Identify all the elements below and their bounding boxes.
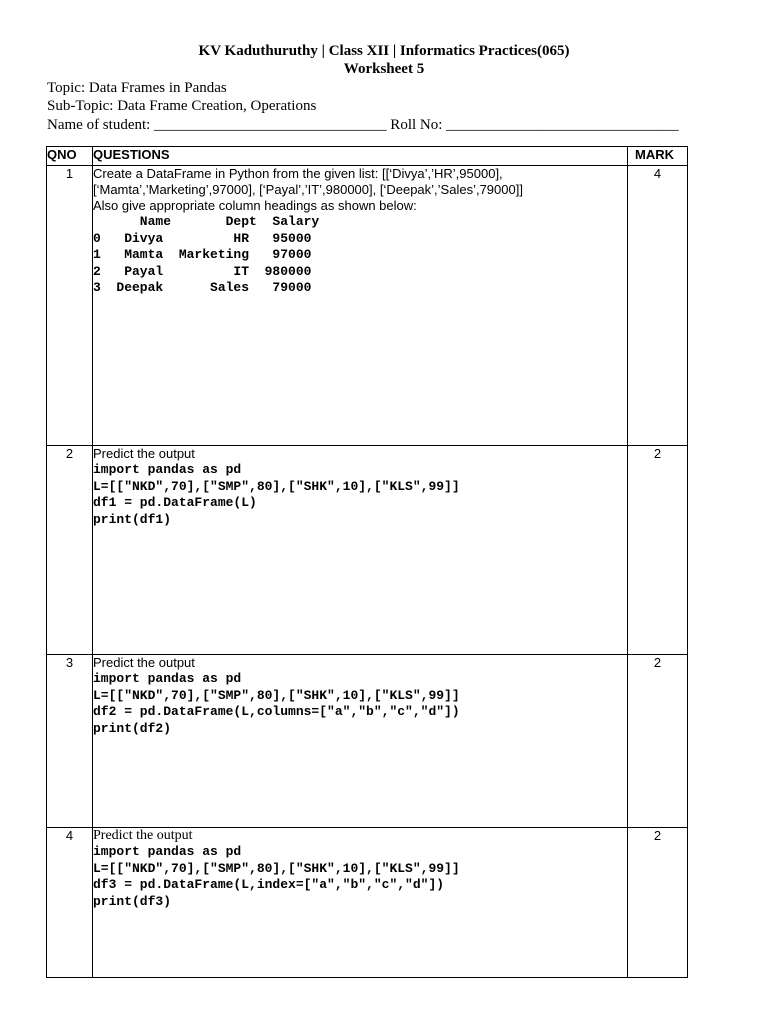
question-text-line: [‘Mamta’,’Marketing’,97000], [‘Payal’,’IT’,980000], [‘Deepak’,’Sales’,79000]] — [93, 182, 523, 197]
mark-cell: 2 — [628, 655, 688, 828]
mark-cell: 2 — [628, 446, 688, 655]
question-row-3 — [47, 655, 688, 828]
code-line: import pandas as pd — [93, 844, 242, 859]
code-line: L=[["NKD",70],["SMP",80],["SHK",10],["KLS",99]] — [93, 860, 460, 876]
table-header-row — [47, 147, 688, 166]
dataframe-row: 3 Deepak Sales 79000 — [93, 280, 312, 295]
code-line: L=[["NKD",70],["SMP",80],["SHK",10],["KLS",99]] — [93, 478, 460, 494]
questions-table — [46, 146, 688, 978]
mark-header: MARK — [628, 147, 688, 166]
qno-cell: 3 — [47, 655, 93, 828]
topic-line: Topic: Data Frames in Pandas — [47, 80, 227, 96]
question-text-line: Create a DataFrame in Python from the given list: [[‘Divya’,’HR’,95000], — [93, 166, 503, 181]
subtopic-line: Sub-Topic: Data Frame Creation, Operations — [47, 98, 317, 114]
code-line: import pandas as pd — [93, 671, 242, 686]
qno-cell: 2 — [47, 446, 93, 655]
code-line: print(df1) — [93, 511, 172, 527]
question-prompt: Predict the output — [93, 446, 195, 461]
worksheet-number: Worksheet 5 — [343, 61, 425, 77]
mark-cell: 4 — [628, 166, 688, 446]
question-prompt: Predict the output — [93, 655, 195, 670]
question-cell — [93, 446, 628, 655]
mark-cell: 2 — [628, 828, 688, 978]
document-title: KV Kaduthuruthy | Class XII | Informatics Practices(065) — [198, 43, 570, 59]
question-row-4 — [47, 828, 688, 978]
question-row-1 — [47, 166, 688, 446]
student-name-roll-line: Name of student: _______________________________ Roll No: _______________________________ — [47, 117, 679, 133]
code-line: L=[["NKD",70],["SMP",80],["SHK",10],["KLS",99]] — [93, 687, 460, 703]
question-cell — [93, 828, 628, 978]
code-line: df1 = pd.DataFrame(L) — [93, 495, 257, 510]
dataframe-row: 0 Divya HR 95000 — [93, 230, 312, 246]
question-text-line: Also give appropriate column headings as shown below: — [93, 198, 417, 213]
code-line: df2 = pd.DataFrame(L,columns=["a","b","c","d"]) — [93, 704, 460, 719]
questions-header: QUESTIONS — [93, 147, 628, 166]
code-line: import pandas as pd — [93, 462, 242, 477]
code-line: print(df3) — [93, 893, 172, 909]
code-line: print(df2) — [93, 720, 172, 736]
qno-cell: 4 — [47, 828, 93, 978]
qno-cell: 1 — [47, 166, 93, 446]
dataframe-header: Name Dept Salary — [93, 214, 320, 229]
dataframe-row: 2 Payal IT 980000 — [93, 263, 312, 279]
question-prompt: Predict the output — [93, 828, 193, 843]
code-line: df3 = pd.DataFrame(L,index=["a","b","c","d"]) — [93, 877, 445, 892]
question-cell — [93, 166, 628, 446]
dataframe-row: 1 Mamta Marketing 97000 — [93, 247, 312, 262]
question-cell — [93, 655, 628, 828]
qno-header: QNO — [47, 147, 93, 166]
question-row-2 — [47, 446, 688, 655]
